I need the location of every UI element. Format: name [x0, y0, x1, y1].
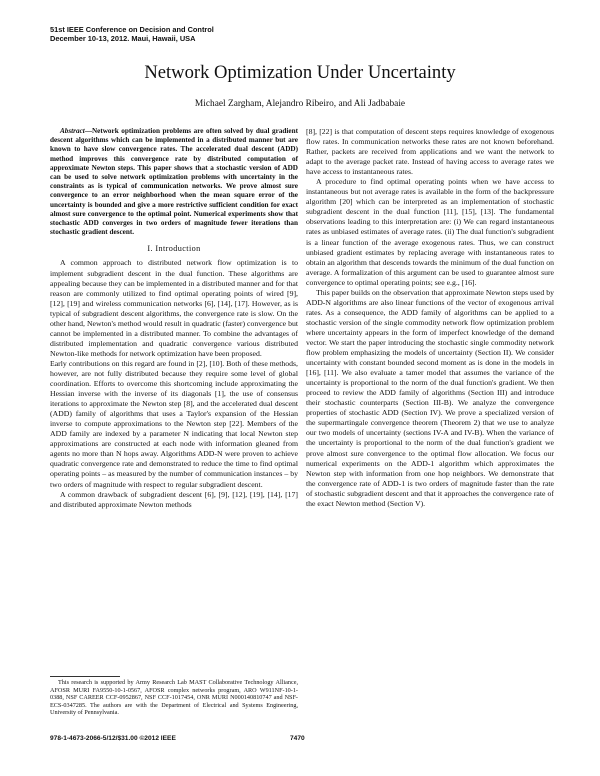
paragraph: A common drawback of subgradient descent [6], [9], [12], [19], [14], [17] and distributed approximate Newton methods — [50, 489, 298, 509]
conference-date-location: December 10-13, 2012. Maui, Hawaii, USA — [50, 34, 196, 44]
paragraph: Early contributions on this regard are found in [2], [10]. Both of these methods, however, are not fully distributed because they require some level of global coordination. Efforts to overcome this shortcoming include approximating the Hessian inverse with the inverse of its diagonals [1], the use of consensus iterations to approximate the Newton step [8], and the accelerated dual descent (ADD) family of algorithms that uses a Taylor's expansion of the Hessian inverse to compute approximations to the Newton step [22]. Members of the ADD family are indexed by a parameter N indicating that local Newton step approximations are constructed at each node with information gleaned from agents no more than N hops away. Algorithms ADD-N were proven to achieve quadratic convergence rate and demonstrated to reduce the time to find optimal operating points – as measured by the number of communication instances – by two orders of magnitude with respect to regular subgradient descent. — [50, 358, 298, 489]
paragraph: This paper builds on the observation that approximate Newton steps used by ADD-N algorithms are also linear functions of the vector of exogenous arrival rates. As a consequence, the ADD family of algorithms can be applied to a stochastic version of the single commodity network flow optimization problem where uncertainty appears in the form of imperfect knowledge of the demand vector. We start the paper introducing the stochastic single commodity network flow problem emphasizing the models of uncertainty (Section II). We consider uncertainty with constant bounded second moment as is done in the models in [16], [11]. We also evaluate a tamer model that assumes the variance of the uncertainty is proportional to the norm of the dual function's gradient. We then proceed to review the ADD family of algorithms (Section III) and introduce their stochastic counterparts (Section III-B). We analyze the convergence properties of stochastic ADD (Section IV). We prove a specialized version of the supermartingale convergence theorem (Theorem 2) that we use to analyze our two models of uncertainty (sections IV-A and IV-B). When the variance of the uncertainty is proportional to the norm of the dual function's gradient we prove almost sure convergence to the optimal flow allocation. We focus our numerical experiments on the ADD-1 algorithm which approximates the Newton step with information from one hop neighbors. We demonstrate that the convergence rate of ADD-1 is two orders of magnitude faster than the rate of stochastic subgradient descent and that it approaches the convergence rate of the exact Newton method (Section V). — [306, 287, 554, 508]
abstract — [50, 127, 298, 237]
conference-header — [50, 25, 310, 43]
abstract-lead: Abstract — [60, 127, 85, 135]
paragraph: [8], [22] is that computation of descent steps requires knowledge of exogenous flow rates. In communication networks these rates are not known beforehand. Rather, packets are received from applications and we want the network to adapt to the average packet rate. Instead of having access to average rates we have access to instantaneous rates. — [306, 127, 554, 177]
left-column — [50, 127, 298, 510]
paragraph: A common approach to distributed network flow optimization is to implement subgradient descent in the dual function. These algorithms are appealing because they can be implemented in a distributed manner and for that reason are commonly utilized to find optimal operating points of wired [9], [12], [19] and wireless communication networks [6], [14], [17]. However, as is typical of subgradient descent algorithms, the convergence rate is slow. On the other hand, Newton's method would result in quadratic (faster) convergence but cannot be implemented in a distributed manner. To combine the advantages of distributed implementation and quadratic convergence various distributed Newton-like methods for network optimization have been proposed. — [50, 258, 298, 358]
right-column — [306, 127, 554, 509]
paper-title: Network Optimization Under Uncertainty — [144, 62, 456, 83]
footnote: This research is supported by Army Research Lab MAST Collaborative Technology Alliance, AFOSR MURI FA9550-10-1-0567, AFOSR complex networks program, ARO W911NF-10-1-0388, NSF CAREER CCF-0952867, NSF CCF-1017454, ONR MURI N000140810747 and NSF-ECS-0347285. The authors are with the Department of Electrical and Systems Engineering, University of Pennsylvania. — [50, 679, 298, 717]
page-number: 7470 — [290, 735, 305, 742]
conference-name: 51st IEEE Conference on Decision and Control — [50, 25, 214, 34]
section-heading-introduction: I. Introduction — [147, 244, 201, 254]
paragraph: A procedure to find optimal operating points when we have access to instantaneous but not average rates is available in the form of the backpressure algorithm [20] which can be interpreted as an implementation of stochastic subgradient descent in the dual function [11], [15], [13]. The fundamental observations leading to this interpretation are: (i) We can regard instantaneous rates as unbiased estimates of average rates. (ii) The dual function's subgradient is a linear function of the average exogenous rates. Thus, we can construct unbiased gradient estimates by replacing average with instantaneous rates to obtain an algorithm that descends towards the minimum of the dual function on average. A formalization of this argument can be used to guarantee almost sure convergence to optimal operating points; see e.g., [16]. — [306, 177, 554, 287]
abstract-text: —Network optimization problems are often solved by dual gradient descent algorithms which can be implemented in a distributed manner but are known to have slow convergence rates. The accelerated dual descent (ADD) method improves this convergence rate by distributed computation of approximate Newton steps. This paper shows that a stochastic version of ADD can be used to solve network optimization problems with uncertainty in the constraints as is typical of communication networks. We prove almost sure convergence to an error neighborhood when the mean square error of the uncertainty is bounded and give a more restrictive sufficient condition for exact almost sure convergence to the optimal point. Numerical experiments show that stochastic ADD converges in two orders of magnitude fewer iterations than stochastic gradient descent. — [50, 127, 298, 237]
paper-authors: Michael Zargham, Alejandro Ribeiro, and Ali Jadbabaie — [194, 99, 406, 109]
copyright-notice: 978-1-4673-2066-5/12/$31.00 ©2012 IEEE — [50, 735, 176, 742]
footnote-divider — [50, 676, 120, 677]
